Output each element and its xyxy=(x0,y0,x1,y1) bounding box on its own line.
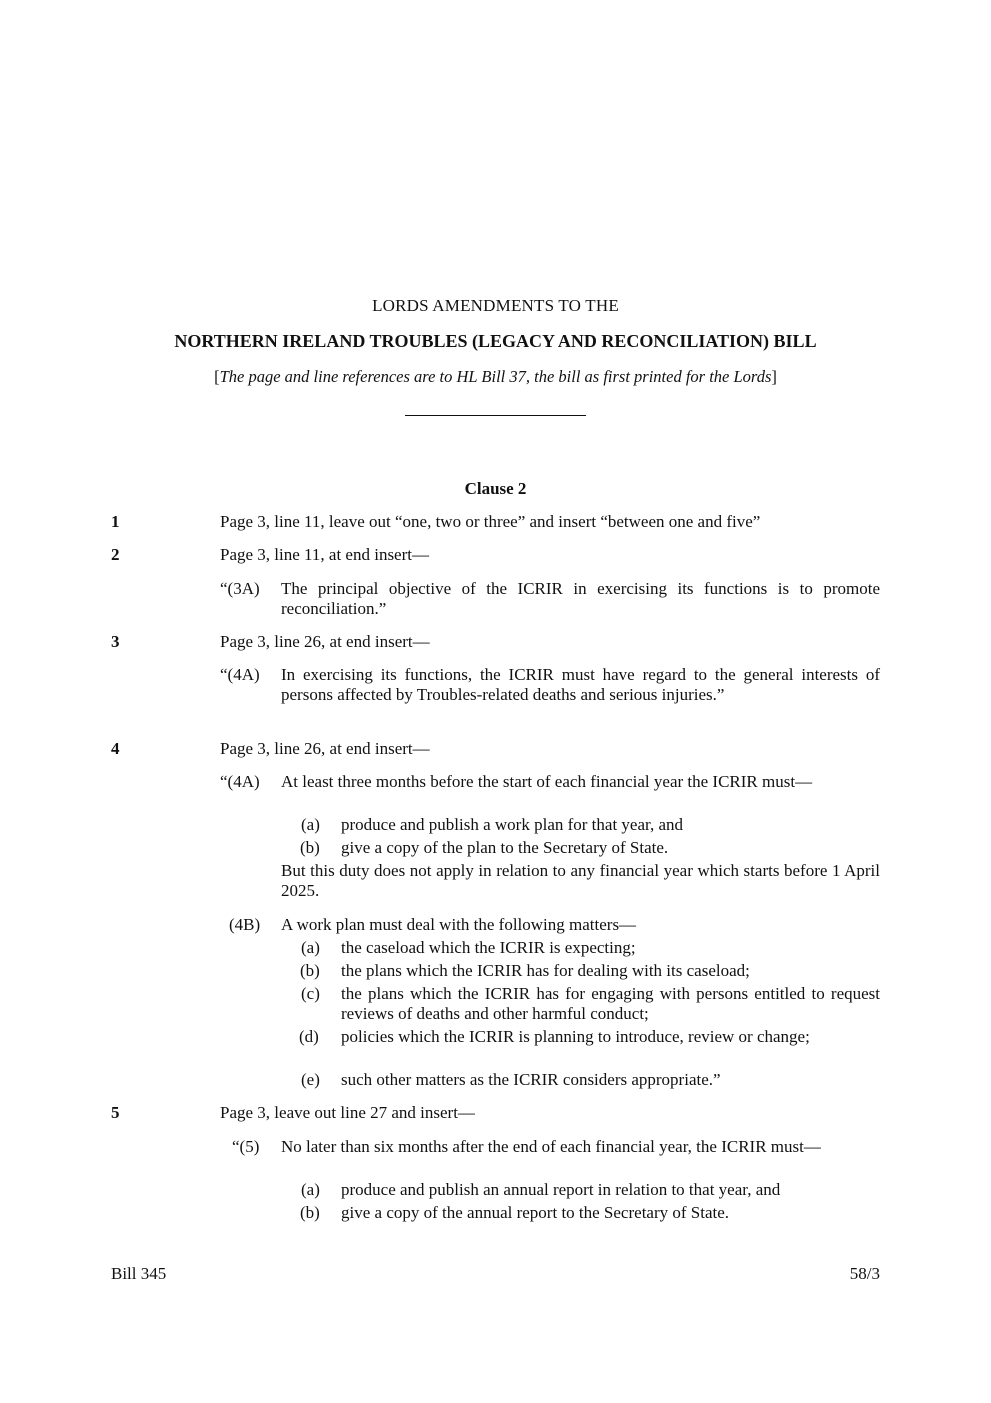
header-line: LORDS AMENDMENTS TO THE xyxy=(372,296,619,315)
item-label: (b) xyxy=(300,838,320,857)
item-label: (c) xyxy=(301,984,320,1003)
page-reference: 58/3 xyxy=(849,1264,880,1283)
amendment-number: 3 xyxy=(111,632,120,651)
reference-note xyxy=(0,367,991,387)
amendment-instruction: Page 3, line 26, at end insert— xyxy=(220,739,430,758)
amendment-instruction: Page 3, line 26, at end insert— xyxy=(220,632,430,651)
subsection-text: In exercising its functions, the ICRIR must have regard to the general interests of persons affected by Troubles-related deaths and serious injuries.” xyxy=(281,665,880,704)
amendment-number: 2 xyxy=(111,545,120,564)
item-text: such other matters as the ICRIR considers appropriate.” xyxy=(341,1070,721,1089)
item-text: produce and publish a work plan for that year, and xyxy=(341,815,684,834)
subsection-text: A work plan must deal with the following matters— xyxy=(281,915,637,934)
amendment-instruction: Page 3, line 11, at end insert— xyxy=(220,545,429,564)
subsection-text: At least three months before the start of each financial year the ICRIR must— xyxy=(281,772,813,791)
clause-heading: Clause 2 xyxy=(464,479,527,498)
item-text: the plans which the ICRIR has for engaging with persons entitled to request reviews of deaths and other harmful conduct; xyxy=(341,984,880,1023)
item-label: (e) xyxy=(301,1070,320,1089)
subsection-text: The principal objective of the ICRIR in exercising its functions is to promote reconciliation.” xyxy=(281,579,880,618)
item-label: (a) xyxy=(301,815,320,834)
bracket-open: [ xyxy=(214,367,220,386)
item-label: (b) xyxy=(300,1203,320,1222)
subsection-trailer: But this duty does not apply in relation to any financial year which starts before 1 April 2025. xyxy=(281,861,880,900)
item-label: (a) xyxy=(301,938,320,957)
item-text: give a copy of the annual report to the Secretary of State. xyxy=(341,1203,730,1222)
item-label: (d) xyxy=(299,1027,319,1046)
amendment-number: 5 xyxy=(111,1103,120,1122)
bill-title: NORTHERN IRELAND TROUBLES (LEGACY AND RECONCILIATION) BILL xyxy=(174,331,817,351)
item-label: (a) xyxy=(301,1180,320,1199)
item-text: give a copy of the plan to the Secretary of State. xyxy=(341,838,669,857)
subsection-label: “(4A) xyxy=(220,665,260,684)
amendment-number: 4 xyxy=(111,739,120,758)
subsection-label: “(4A) xyxy=(220,772,260,791)
amendment-number: 1 xyxy=(111,512,120,531)
item-label: (b) xyxy=(300,961,320,980)
subsection-label: (4B) xyxy=(229,915,261,934)
subsection-label: “(5) xyxy=(232,1137,260,1156)
bill-number: Bill 345 xyxy=(111,1264,167,1283)
item-text: policies which the ICRIR is planning to introduce, review or change; xyxy=(341,1027,810,1046)
item-text: the plans which the ICRIR has for dealing with its caseload; xyxy=(341,961,750,980)
bracket-close: ] xyxy=(771,367,777,386)
subsection-label: “(3A) xyxy=(220,579,260,598)
item-text: produce and publish an annual report in relation to that year, and xyxy=(341,1180,781,1199)
amendment-instruction: Page 3, line 11, leave out “one, two or three” and insert “between one and five” xyxy=(220,512,761,531)
reference-note-text: The page and line references are to HL Bill 37, the bill as first printed for the Lords xyxy=(219,367,772,386)
horizontal-rule xyxy=(405,415,586,416)
subsection-text: No later than six months after the end of each financial year, the ICRIR must— xyxy=(281,1137,821,1156)
amendment-instruction: Page 3, leave out line 27 and insert— xyxy=(220,1103,475,1122)
item-text: the caseload which the ICRIR is expecting; xyxy=(341,938,636,957)
